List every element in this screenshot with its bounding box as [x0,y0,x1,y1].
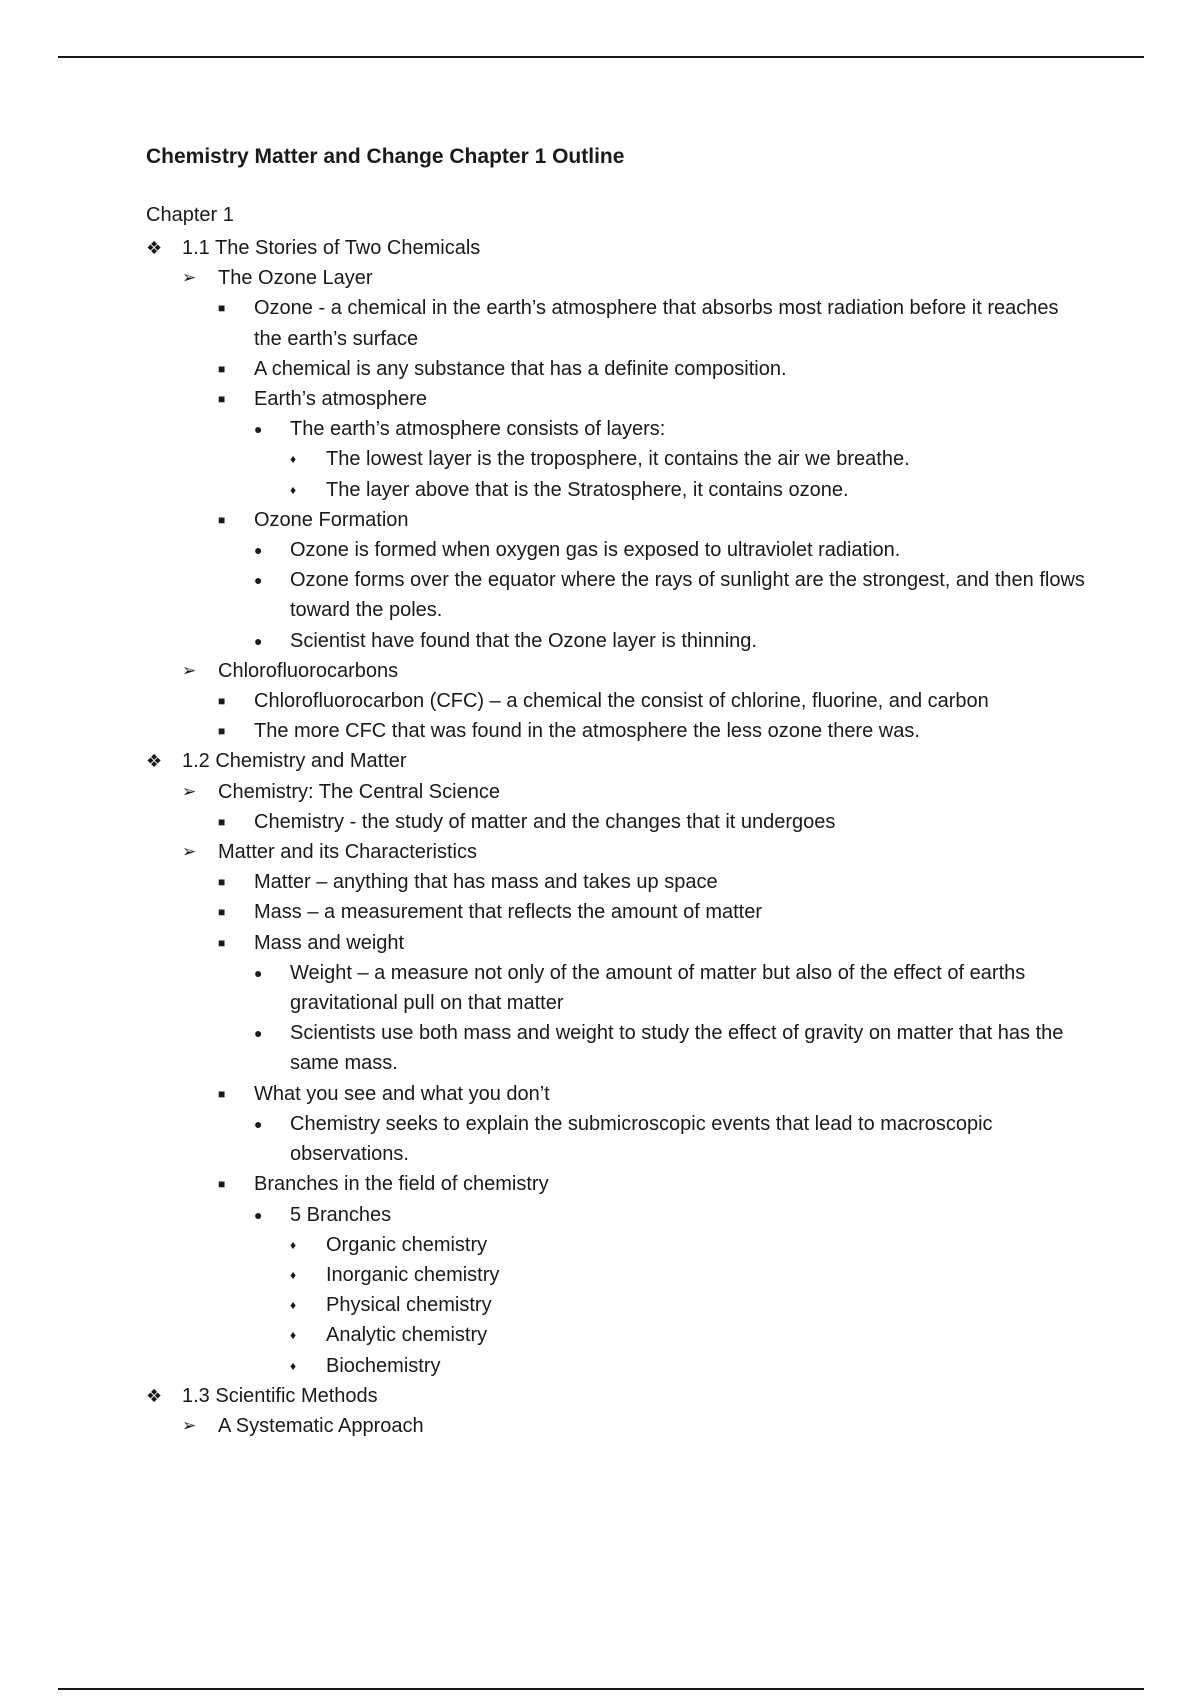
outline-item-text: The Ozone Layer [218,267,373,290]
outline-item-text: Chlorofluorocarbon (CFC) – a chemical the consist of chlorine, fluorine, and carbon [254,690,989,713]
diamond-clover-bullet-icon: ❖ [146,238,163,258]
outline-item-subdetail [290,1260,1086,1290]
outline-item-section [146,233,1086,263]
round-bullet-icon: ● [254,632,263,649]
outline-item-text: Branches in the field of chemistry [254,1173,549,1196]
diamond-clover-bullet-icon: ❖ [146,1385,163,1406]
outline-item-subdetail [290,1290,1086,1320]
outline-sublist [254,1109,1086,1169]
outline-item-topic [182,263,1086,293]
outline-item-text: Analytic chemistry [326,1324,488,1347]
round-bullet-icon: ● [254,1115,263,1132]
outline-item-text: Mass – a measurement that reflects the amount of matter [254,901,763,924]
outline-item-point [218,293,1086,353]
outline-item-text: 1.1 The Stories of Two Chemicals [182,237,481,259]
bottom-rule [58,1688,1144,1690]
outline-item-text: Chemistry: The Central Science [218,780,500,803]
outline-item-text: Ozone - a chemical in the earth’s atmosphere that absorbs most radiation before it reaches the earth’s surface [254,297,1059,350]
outline-item-text: Organic chemistry [326,1233,488,1256]
outline-item-subdetail [290,444,1086,474]
outline-item-point [218,1079,1086,1109]
square-bullet-icon: ■ [218,694,226,709]
round-bullet-icon: ● [254,1206,263,1223]
outline-item-section [146,746,1086,776]
outline-item-detail [254,1018,1086,1078]
diamond-bullet-icon: ♦ [290,1298,297,1313]
outline-item-point [218,807,1086,837]
outline-item-detail [254,535,1086,565]
square-bullet-icon: ■ [218,905,226,920]
diamond-bullet-icon: ♦ [290,482,297,497]
outline-item-detail [254,414,1086,444]
outline-item-detail [254,1200,1086,1230]
outline-sublist [218,867,1086,1380]
outline-item-point [218,716,1086,746]
square-bullet-icon: ■ [218,1086,226,1101]
outline-item-text: 1.3 Scientific Methods [182,1384,378,1407]
outline-item-point [218,1169,1086,1199]
outline-sublist [254,958,1086,1079]
outline-item-topic [182,777,1086,807]
outline-item-point [218,505,1086,535]
outline-item-text: Inorganic chemistry [326,1263,500,1286]
outline-item-text: Matter and its Characteristics [218,841,477,864]
outline-sublist [290,444,1086,504]
outline-item-topic [182,656,1086,686]
outline-sublist [182,263,1086,746]
diamond-bullet-icon: ♦ [290,1237,297,1252]
outline-item-text: A chemical is any substance that has a definite composition. [254,357,787,380]
outline-item-text: Chemistry seeks to explain the submicroscopic events that lead to macroscopic observations. [290,1112,993,1166]
outline-item-subdetail [290,1351,1086,1381]
round-bullet-icon: ● [254,964,263,981]
square-bullet-icon: ■ [218,875,226,890]
outline-item-detail [254,565,1086,625]
diamond-clover-bullet-icon: ❖ [146,751,163,772]
outline-item-text: Chemistry - the study of matter and the changes that it undergoes [254,810,836,833]
outline-sublist [182,777,1086,1381]
outline-item-text: Weight – a measure not only of the amount of matter but also of the effect of earths gravitational pull on that matter [290,961,1026,1015]
outline-item-detail [254,626,1086,656]
outline-sublist [218,807,1086,837]
document-title: Chemistry Matter and Change Chapter 1 Outline [146,145,625,168]
outline-list [146,233,1086,1441]
outline-item-text: Chlorofluorocarbons [218,659,399,682]
outline-item-topic [182,1411,1086,1441]
outline-item-point [218,384,1086,414]
outline-item-point [218,867,1086,897]
outline-item-text: Scientists use both mass and weight to study the effect of gravity on matter that has the same mass. [290,1022,1064,1075]
outline-item-point [218,928,1086,958]
outline-item-text: Scientist have found that the Ozone layer is thinning. [290,629,757,652]
outline-item-text: A Systematic Approach [218,1414,424,1437]
round-bullet-icon: ● [254,572,263,589]
diamond-bullet-icon: ♦ [290,452,297,467]
outline-item-text: 1.2 Chemistry and Matter [182,750,407,773]
square-bullet-icon: ■ [218,512,226,527]
square-bullet-icon: ■ [218,301,226,316]
outline-sublist [218,686,1086,746]
outline-sublist [182,1411,1086,1441]
outline-item-text: Ozone Formation [254,508,409,531]
arrow-bullet-icon: ➢ [182,268,197,288]
outline-item-subdetail [290,475,1086,505]
arrow-bullet-icon: ➢ [182,660,197,680]
outline-item-subdetail [290,1230,1086,1260]
outline-sublist [254,1200,1086,1381]
outline-item-text: 5 Branches [290,1203,392,1226]
outline-item-detail [254,958,1086,1018]
outline-item-text: The earth’s atmosphere consists of layers: [290,418,666,441]
outline-item-point [218,686,1086,716]
outline-sublist [254,414,1086,505]
outline-item-text: The lowest layer is the troposphere, it contains the air we breathe. [326,448,910,471]
outline-item-detail [254,1109,1086,1169]
outline-item-text: Biochemistry [326,1354,441,1377]
arrow-bullet-icon: ➢ [182,781,197,801]
square-bullet-icon: ■ [218,1177,226,1192]
round-bullet-icon: ● [254,1025,263,1042]
square-bullet-icon: ■ [218,724,226,739]
diamond-bullet-icon: ♦ [290,1358,297,1373]
outline-item-subdetail [290,1320,1086,1350]
chapter-label: Chapter 1 [146,204,234,226]
outline-sublist [290,1230,1086,1381]
top-rule [58,56,1144,58]
round-bullet-icon: ● [254,421,263,438]
outline-item-text: What you see and what you don’t [254,1082,550,1105]
outline-sublist [254,535,1086,656]
square-bullet-icon: ■ [218,814,226,829]
outline-item-point [218,354,1086,384]
outline-item-section [146,1381,1086,1411]
arrow-bullet-icon: ➢ [182,842,197,862]
arrow-bullet-icon: ➢ [182,1415,197,1435]
outline-sublist [218,293,1086,655]
outline-item-text: Ozone forms over the equator where the rays of sunlight are the strongest, and then flows toward the poles. [290,569,1085,622]
outline-item-text: Matter – anything that has mass and takes up space [254,871,718,894]
outline-item-text: Physical chemistry [326,1294,492,1317]
square-bullet-icon: ■ [218,392,226,407]
round-bullet-icon: ● [254,542,263,559]
square-bullet-icon: ■ [218,361,226,376]
diamond-bullet-icon: ♦ [290,1267,297,1282]
square-bullet-icon: ■ [218,935,226,950]
diamond-bullet-icon: ♦ [290,1328,297,1343]
outline-item-text: Mass and weight [254,931,405,954]
outline-item-text: Ozone is formed when oxygen gas is exposed to ultraviolet radiation. [290,539,901,562]
outline-item-text: The layer above that is the Stratosphere, it contains ozone. [326,478,849,501]
outline-item-text: Earth’s atmosphere [254,388,428,411]
outline-item-text: The more CFC that was found in the atmosphere the less ozone there was. [254,720,920,743]
outline-item-point [218,897,1086,927]
outline-item-topic [182,837,1086,867]
